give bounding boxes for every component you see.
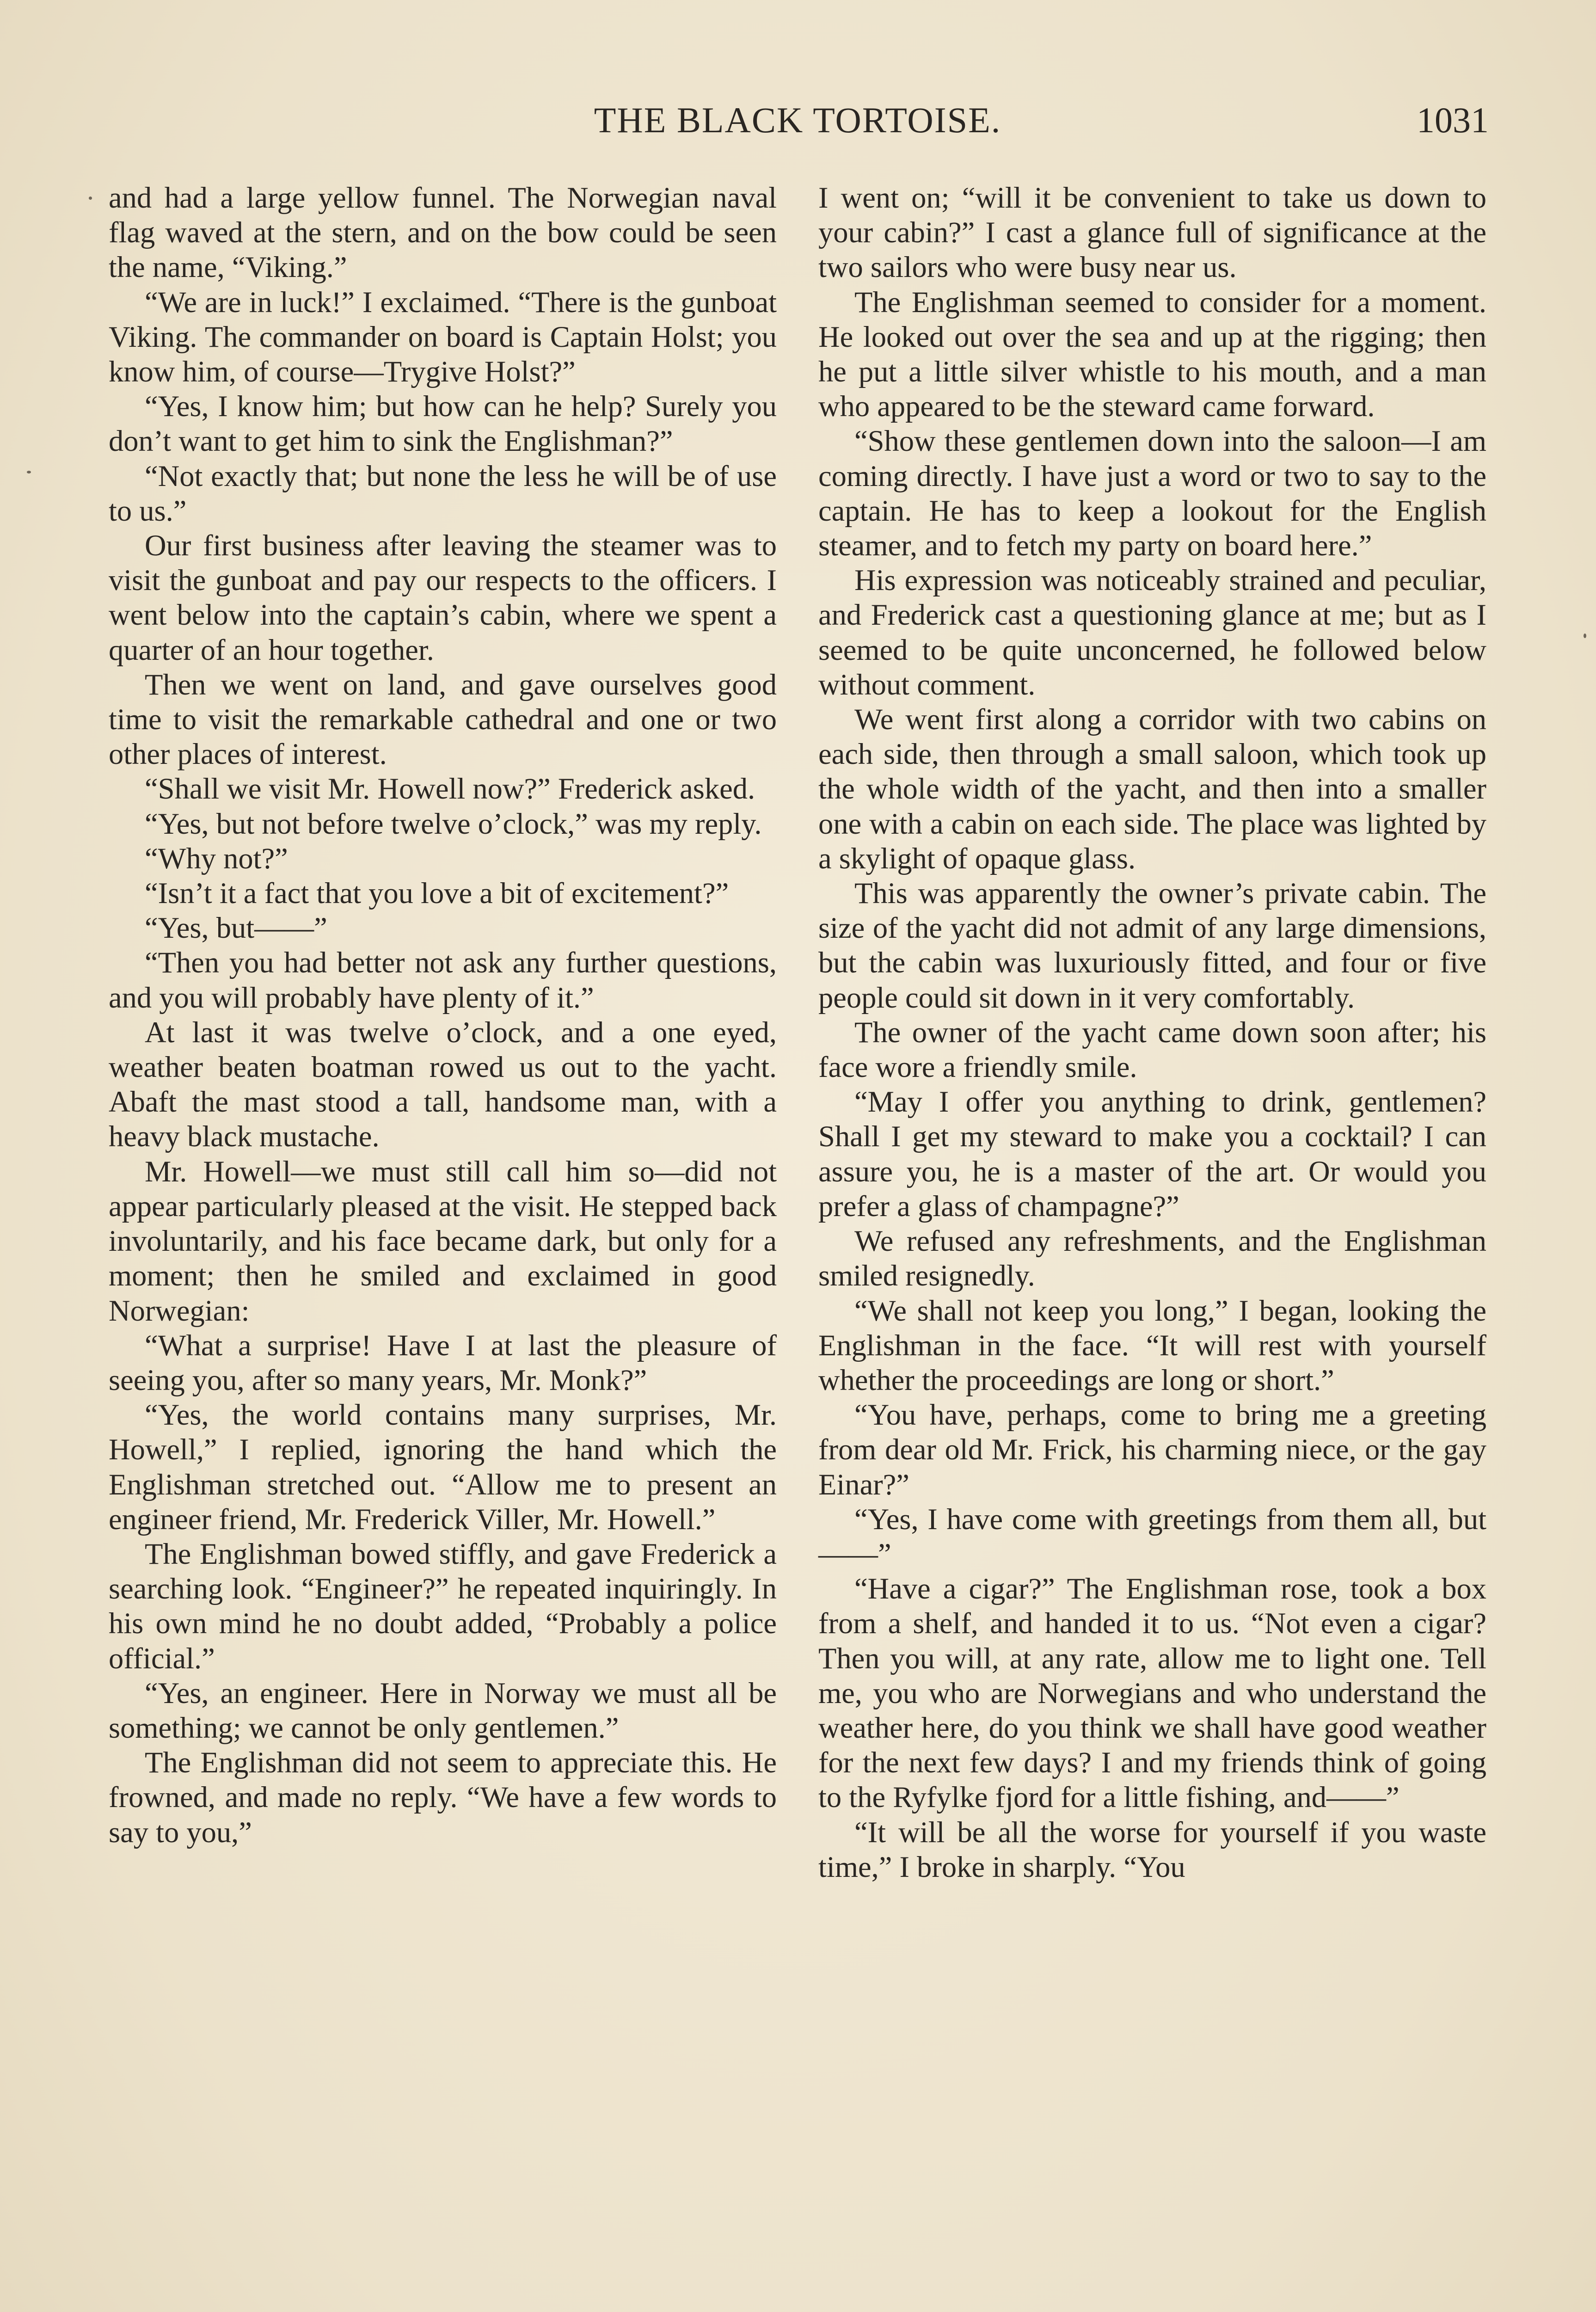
right-column bbox=[818, 180, 1486, 1884]
paragraph: This was apparently the owner’s private cabin. The size of the yacht did not admit of any large dimensions, but the cabin was luxuriously fitted, and four or five people could sit down in it very comfortably. bbox=[818, 877, 1486, 1014]
paragraph: “Show these gentlemen down into the saloon—I am coming directly. I have just a word or two to say to the captain. He has to keep a lookout for the English steamer, and to fetch my party on board here.” bbox=[818, 424, 1486, 562]
paragraph: “What a surprise! Have I at last the pleasure of seeing you, after so many years, Mr. Monk?” bbox=[109, 1328, 777, 1396]
paragraph: and had a large yellow funnel. The Norwegian naval flag waved at the stern, and on the bow could be seen the name, “Viking.” bbox=[109, 181, 777, 284]
paragraph: The Englishman seemed to consider for a moment. He looked out over the sea and up at the rigging; then he put a little silver whistle to his mouth, and a man who appeared to be the steward came forward. bbox=[818, 285, 1486, 423]
paragraph: The Englishman did not seem to appreciate this. He frowned, and made no reply. “We have a few words to say to you,” bbox=[109, 1746, 777, 1849]
paragraph: “We are in luck!” I exclaimed. “There is the gunboat Viking. The commander on board is Captain Holst; you know him, of course—Trygive Holst?” bbox=[109, 285, 777, 388]
paragraph: “Yes, but——” bbox=[145, 911, 327, 945]
print-speck bbox=[1584, 633, 1586, 638]
paragraph: “Then you had better not ask any further questions, and you will probably have plenty of it.” bbox=[109, 946, 777, 1014]
paragraph: We refused any refreshments, and the Englishman smiled resignedly. bbox=[818, 1224, 1486, 1292]
paragraph: “Have a cigar?” The Englishman rose, took a box from a shelf, and handed it to us. “Not even a cigar? Then you will, at any rate, allow me to light one. Tell me, you who are Norwegians and who understand the weather here, do you think we shall have good weather for the next few days? I and my friends think of going to the Ryfylke fjord for a little fishing, and——” bbox=[818, 1572, 1486, 1814]
running-header bbox=[106, 95, 1489, 146]
paragraph: Then we went on land, and gave ourselves good time to visit the remarkable cathedral and one or two other places of interest. bbox=[109, 668, 777, 771]
page-number: 1031 bbox=[1417, 100, 1489, 140]
paragraph: “You have, perhaps, come to bring me a greeting from dear old Mr. Frick, his charming niece, or the gay Einar?” bbox=[818, 1398, 1486, 1501]
print-speck bbox=[27, 471, 31, 473]
paragraph: “Shall we visit Mr. Howell now?” Frederick asked. bbox=[145, 772, 755, 806]
left-column bbox=[109, 180, 777, 1850]
paragraph: At last it was twelve o’clock, and a one eyed, weather beaten boatman rowed us out to the yacht. Abaft the mast stood a tall, handsome man, with a heavy black mustache. bbox=[109, 1015, 777, 1153]
paragraph: “May I offer you anything to drink, gentlemen? Shall I get my steward to make you a cocktail? I can assure you, he is a master of the art. Or would you prefer a glass of champagne?” bbox=[818, 1085, 1486, 1223]
paragraph: “Yes, but not before twelve o’clock,” was my reply. bbox=[145, 807, 762, 840]
paragraph: We went first along a corridor with two cabins on each side, then through a small saloon, which took up the whole width of the yacht, and then into a smaller one with a cabin on each side. The place was lighted by a skylight of opaque glass. bbox=[818, 703, 1486, 875]
paragraph: “Yes, an engineer. Here in Norway we must all be something; we cannot be only gentlemen.” bbox=[109, 1676, 777, 1744]
running-title: THE BLACK TORTOISE. bbox=[594, 100, 1001, 140]
paragraph: “Not exactly that; but none the less he will be of use to us.” bbox=[109, 459, 777, 527]
paragraph: “Yes, the world contains many surprises, Mr. Howell,” I replied, ignoring the hand which the Englishman stretched out. “Allow me to present an engineer friend, Mr. Frederick Viller, Mr. Howell.” bbox=[109, 1398, 777, 1536]
paragraph: I went on; “will it be convenient to take us down to your cabin?” I cast a glance full of significance at the two sailors who were busy near us. bbox=[818, 181, 1486, 284]
paragraph: Mr. Howell—we must still call him so—did not appear particularly pleased at the visit. He stepped back involuntarily, and his face became dark, but only for a moment; then he smiled and exclaimed in good Norwegian: bbox=[109, 1155, 777, 1327]
paragraph: “Isn’t it a fact that you love a bit of excitement?” bbox=[145, 877, 729, 910]
print-speck bbox=[89, 197, 92, 200]
paragraph: His expression was noticeably strained and peculiar, and Frederick cast a questioning glance at me; but as I seemed to be quite unconcerned, he followed below without comment. bbox=[818, 564, 1486, 701]
paragraph: Our first business after leaving the steamer was to visit the gunboat and pay our respects to the officers. I went below into the captain’s cabin, where we spent a quarter of an hour together. bbox=[109, 529, 777, 666]
paragraph: “Yes, I have come with greetings from them all, but——” bbox=[818, 1502, 1486, 1570]
paragraph: “It will be all the worse for yourself if you waste time,” I broke in sharply. “You bbox=[818, 1815, 1486, 1883]
paragraph: “We shall not keep you long,” I began, looking the Englishman in the face. “It will rest with yourself whether the proceedings are long or short.” bbox=[818, 1294, 1486, 1396]
paragraph: The owner of the yacht came down soon after; his face wore a friendly smile. bbox=[818, 1015, 1486, 1084]
paragraph: The Englishman bowed stiffly, and gave Frederick a searching look. “Engineer?” he repeated inquiringly. In his own mind he no doubt added, “Probably a police official.” bbox=[109, 1537, 777, 1675]
paragraph: “Yes, I know him; but how can he help? Surely you don’t want to get him to sink the Englishman?” bbox=[109, 390, 777, 458]
paragraph: “Why not?” bbox=[145, 842, 288, 875]
